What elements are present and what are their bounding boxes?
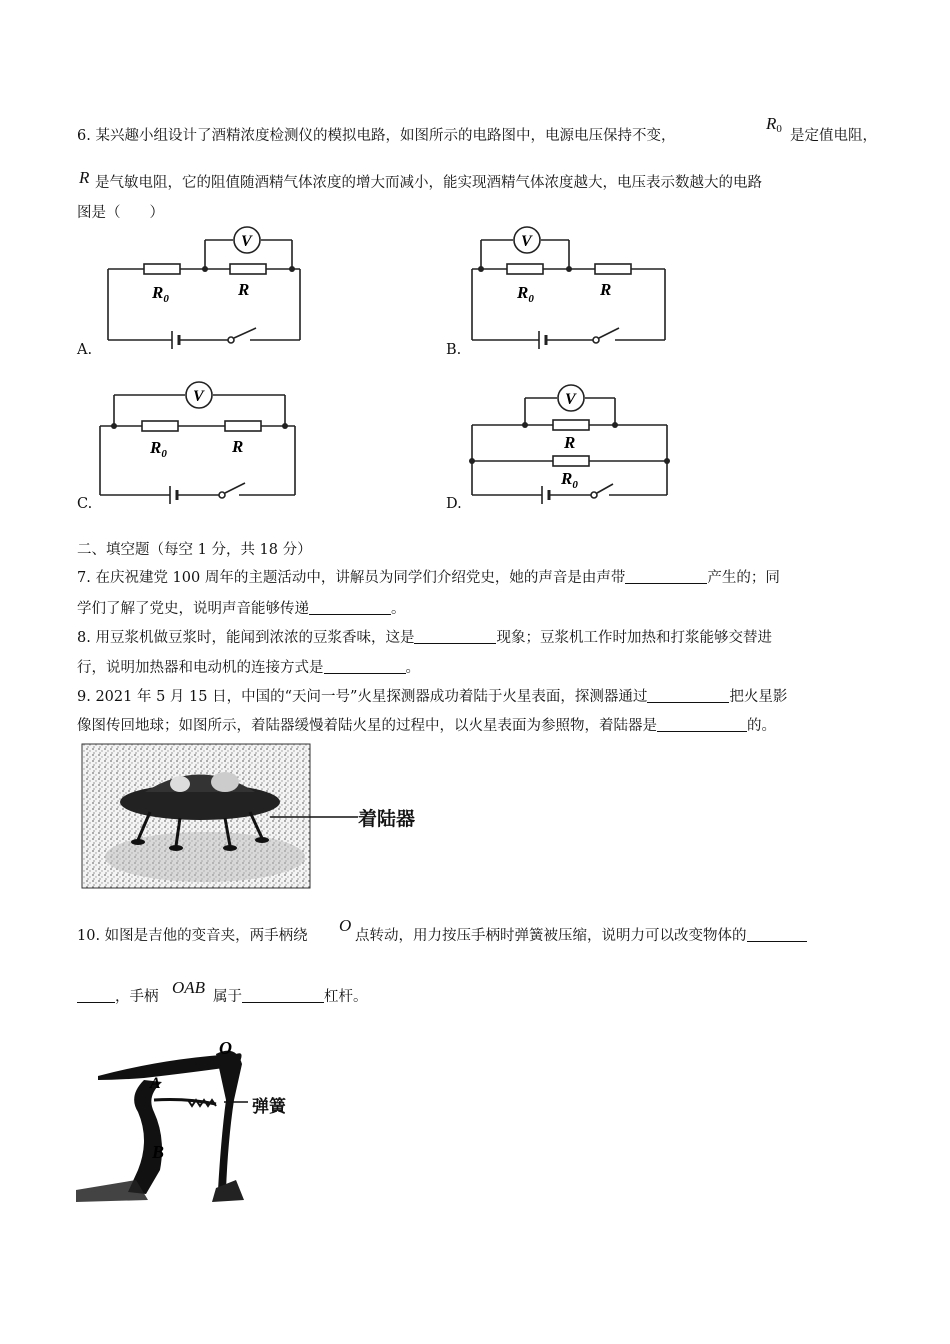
q7-line2: 学们了解了党史，说明声音能够传递 。 — [77, 601, 406, 617]
q8-blank-2[interactable] — [324, 659, 406, 674]
voltmeter-label: V — [193, 388, 204, 405]
r-label: R — [238, 280, 250, 299]
q10-line2-a: ，手柄 — [77, 985, 159, 1006]
voltmeter-label: V — [241, 233, 252, 250]
q8-line1: 8. 用豆浆机做豆浆时，能闻到浓浓的豆浆香味，这是 现象；豆浆机工作时加热和打浆能够交替进 — [77, 630, 772, 646]
q10-blank-1b[interactable] — [77, 988, 115, 1003]
q10-line2-b: 属于 杠杆。 — [213, 989, 368, 1005]
lander-figure — [80, 742, 420, 892]
capo-figure — [76, 1030, 316, 1205]
circuit-diagram-d — [467, 378, 682, 508]
q10-symbol-o: O — [339, 916, 352, 935]
r0-label: $R_0$ — [150, 438, 167, 460]
circuit-diagram-a — [100, 225, 310, 355]
section-title: 二、填空题（每空 1 分，共 18 分） — [77, 542, 312, 558]
q10-line1: 10. 如图是吉他的变音夹，两手柄绕 — [77, 928, 308, 944]
r0-label: $R_0$ — [561, 469, 578, 491]
q6-symbol-r: R — [79, 168, 90, 187]
q7-blank-2[interactable] — [309, 600, 391, 615]
q7-line1: 7. 在庆祝建党 100 周年的主题活动中，讲解员为同学们介绍党史，她的声音是由声带 产生的；同 — [77, 570, 780, 586]
q10-line1-b: 点转动，用力按压手柄时弹簧被压缩，说明力可以改变物体的 — [355, 924, 807, 945]
option-b: B. — [446, 342, 462, 358]
q9-line2: 像图传回地球；如图所示，着陆器缓慢着陆火星的过程中，以火星表面为参照物，着陆器是 的。 — [77, 718, 776, 734]
r0-label: $R_0$ — [152, 283, 169, 305]
q8-blank-1[interactable] — [414, 629, 496, 644]
option-a: A. — [77, 342, 93, 358]
lander-label: 着陆器 — [358, 808, 416, 830]
r-label: R — [600, 280, 612, 299]
r-label: R — [232, 437, 244, 456]
label-b: B — [152, 1142, 165, 1162]
voltmeter-label: V — [521, 233, 532, 250]
label-a: A — [150, 1075, 161, 1092]
q7-blank-1[interactable] — [625, 569, 707, 584]
r-label: R — [564, 433, 576, 452]
q6-line1-a: 6. 某兴趣小组设计了酒精浓度检测仪的模拟电路，如图所示的电路图中，电源电压保持不变， — [77, 128, 676, 144]
q10-blank-1a[interactable] — [747, 927, 807, 942]
capo-drawing — [76, 1030, 316, 1205]
q6-symbol-r0: $R_0$ — [766, 114, 782, 135]
q10-symbol-oab: OAB — [172, 978, 206, 997]
q9-blank-2[interactable] — [657, 717, 747, 732]
q8-line2: 行，说明加热器和电动机的连接方式是 。 — [77, 660, 420, 676]
q9-line1: 9. 2021 年 5 月 15 日，中国的“天问一号”火星探测器成功着陆于火星表面，探测器通过 把火星影 — [77, 689, 788, 705]
voltmeter-label: V — [565, 391, 576, 408]
q6-line2: 是气敏电阻，它的阻值随酒精气体浓度的增大而减小，能实现酒精气体浓度越大，电压表示数越大的电路 — [95, 175, 762, 191]
q6-line3: 图是（ ） — [77, 205, 164, 221]
label-o: O — [219, 1038, 232, 1058]
spring-label: 弹簧 — [252, 1097, 286, 1117]
circuit-diagram-c — [95, 378, 310, 508]
option-c: C. — [77, 496, 93, 512]
option-d: D. — [446, 496, 462, 512]
q6-line1-b: 是定值电阻， — [790, 128, 877, 144]
q6-line1 — [77, 124, 675, 145]
q10-blank-2[interactable] — [242, 988, 324, 1003]
r0-label: $R_0$ — [517, 283, 534, 305]
q9-blank-1[interactable] — [647, 688, 729, 703]
circuit-diagram-b — [467, 225, 677, 355]
